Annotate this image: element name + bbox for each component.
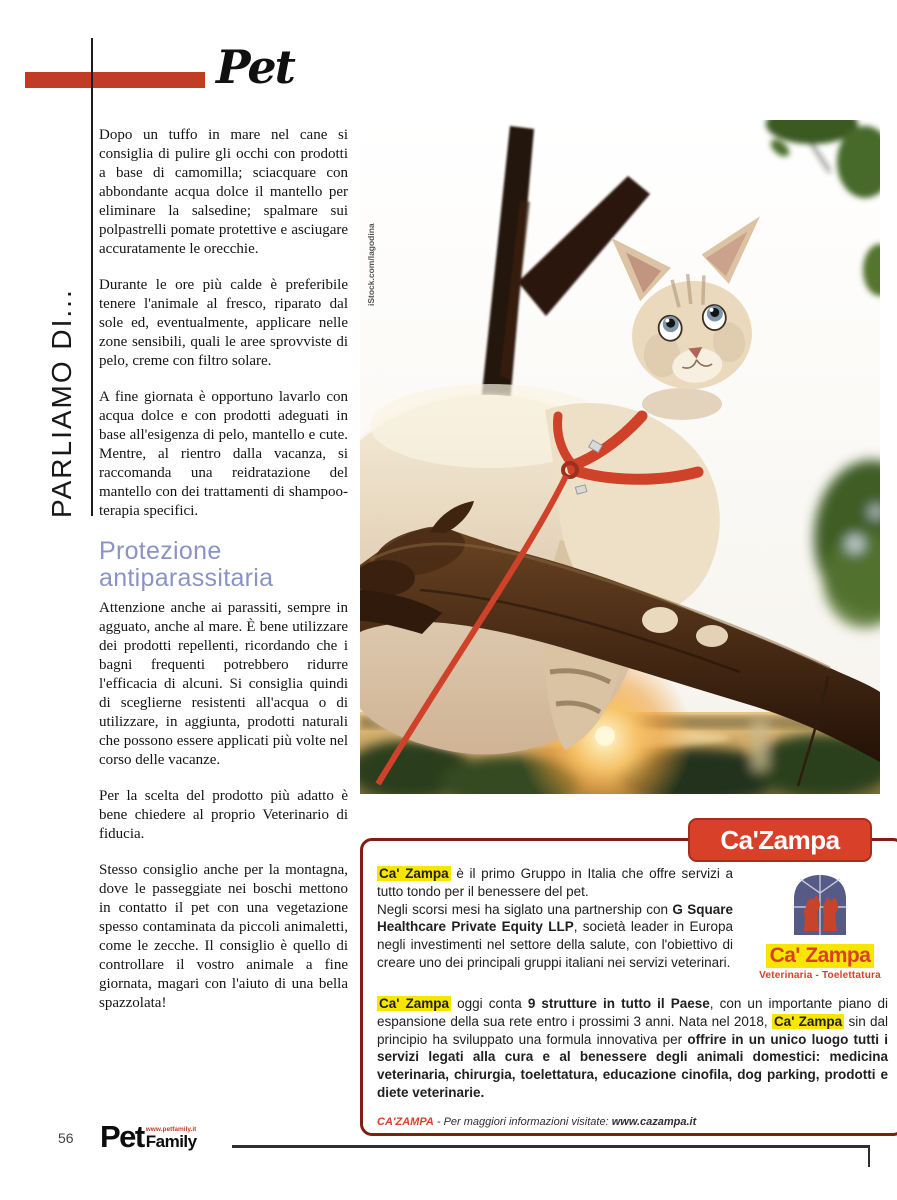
article-subheading: Protezione antiparassitaria	[99, 537, 274, 592]
cazampa-logo-tagline: Veterinaria - Toelettatura	[759, 970, 881, 981]
petfamily-logo-family: Family	[145, 1132, 197, 1151]
article-paragraph: A fine giornata è opportuno lavarlo con acqua dolce e con prodotti adeguati in base all'esigenza di pelo, mantello e cute. Mentre, al rientro dalla vacanza, si raccomanda una reidratazione del mantello con dei trattamenti di shampoo-terapia specifici.	[99, 389, 348, 519]
cazampa-paragraph: Ca' Zampa oggi conta 9 strutture in tutto il Paese, con un importante piano di espansione della sua rete entro i prossimi 3 anni. Nata nel 2018, Ca' Zampa sin dal principio ha sviluppato una formula innovativa per offrire in un unico luogo tutti i servizi legati alla cura e al benessere degli animali domestici: medicina veterinaria, chirurgia, toelettatura, educazione cinofila, dog parking, prodotti e diete veterinarie.	[377, 996, 889, 1100]
sun	[595, 726, 615, 746]
petfamily-logo-pet: Pet	[100, 1119, 144, 1154]
column-rule	[91, 38, 93, 516]
cazampa-logo-window	[792, 873, 848, 935]
cazampa-text-block	[377, 865, 733, 981]
article-paragraph: Dopo un tuffo in mare nel cane si consiglia di pulire gli occhi con prodotti a base di camomilla; sciacquare con abbondante acqua dolce il mantello per eliminare la salsedine; spalmare sui polpastrelli pomate protettive e asciugare accuratamente le orecchie.	[99, 127, 348, 257]
photo-credit: iStock.com/lagodina	[366, 223, 376, 306]
cazampa-logo-name: Ca' Zampa	[766, 944, 875, 968]
article-paragraph: Attenzione anche ai parassiti, sempre in agguato, anche al mare. È bene utilizzare dei prodotti repellenti, ricordando che i bagni frequenti potrebbero ridurre l'efficacia di alcuni. Si consiglia quindi di sceglierne resistenti all'acqua o di utilizzare, in aggiunta, prodotti naturali che possono essere applicati più volte nel corso delle vacanze.	[99, 600, 348, 768]
article-paragraph: Per la scelta del prodotto più adatto è bene chiedere al proprio Veterinario di fiducia.	[99, 788, 348, 842]
cat-photo-illustration	[360, 120, 880, 794]
cazampa-paragraph: Ca' Zampa è il primo Gruppo in Italia che offre servizi a tutto tondo per il benessere del pet.	[377, 866, 733, 899]
cazampa-panel	[360, 838, 897, 1136]
page-number: 56	[58, 1130, 74, 1146]
petfamily-logo-url: www.petfamily.it	[145, 1126, 197, 1133]
vertical-section-label: PARLIAMO DI...	[46, 288, 77, 518]
article-paragraph: Durante le ore più calde è preferibile tenere l'animale al fresco, riparato dal sole ed, eventualmente, applicare nelle zone sensibili, quali le aree sprovviste di pelo, creme con filtro solare.	[99, 277, 348, 369]
footer-rule-tick	[868, 1145, 870, 1167]
cat-paw	[696, 625, 728, 647]
cazampa-paragraph: Negli scorsi mesi ha siglato una partnership con G Square Healthcare Private Equity LLP, società leader in Europa negli investimenti nel settore della salute, con l'obiettivo di creare uno dei principali gruppi italiani nei servizi veterinari.	[377, 901, 733, 970]
footer-rule	[232, 1145, 870, 1148]
cazampa-logo	[752, 865, 888, 981]
article-paragraph: Stesso consiglio anche per la montagna, dove le passeggiate nei boschi mettono in contatto il pet con una vegetazione spesso contaminata da piccoli animaletti, come le zecche. Il consiglio è quello di controllare il vostro animale a fine giornata, magari con l'aiuto di una bella spazzolata!	[99, 862, 348, 1011]
cazampa-footnote: CA'ZAMPA - Per maggiori informazioni visitate: www.cazampa.it	[377, 1115, 697, 1128]
top-red-rule	[25, 72, 205, 88]
article-column	[99, 126, 348, 1030]
cat-photo	[360, 120, 880, 794]
section-script-title: Pet	[216, 40, 294, 94]
petfamily-logo	[100, 1119, 197, 1154]
cat-paw	[642, 607, 678, 633]
cazampa-badge: Ca'Zampa	[688, 818, 872, 862]
